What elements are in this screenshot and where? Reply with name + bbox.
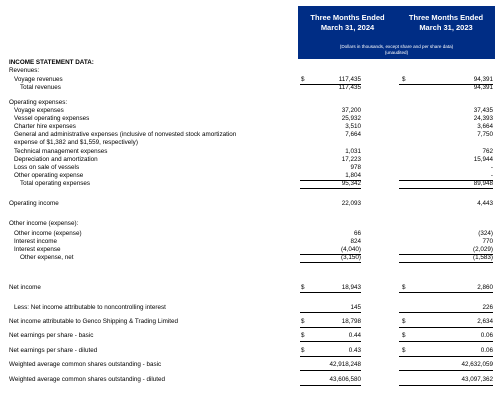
table-row [0, 246, 500, 254]
value-2024: 95,342 [341, 180, 361, 187]
table-row [0, 131, 500, 139]
row-label: Voyage revenues [14, 76, 63, 83]
currency-symbol: $ [301, 318, 305, 325]
table-row [0, 376, 500, 384]
value-2023: 42,632,059 [461, 361, 493, 368]
value-2023: (1,583) [473, 254, 493, 261]
table-row [0, 123, 500, 131]
currency-symbol: $ [402, 318, 406, 325]
value-2024: 18,798 [341, 318, 361, 325]
table-row [0, 361, 500, 369]
table-row [0, 115, 500, 123]
rule [300, 327, 361, 328]
rule [300, 370, 361, 371]
value-2023: 37,435 [473, 107, 493, 114]
table-row [0, 284, 500, 292]
operating-expenses-header-row [0, 99, 500, 107]
rule [399, 262, 493, 263]
value-2024: 18,943 [341, 284, 361, 291]
value-2024: 978 [350, 164, 361, 171]
row-label: Net earnings per share - basic [9, 332, 94, 339]
units-note-line2: (unaudited) [384, 49, 409, 55]
value-2023: 226 [482, 304, 493, 311]
value-2023: 94,391 [473, 76, 493, 83]
other-income-header-row [0, 220, 500, 228]
value-2023: (324) [478, 230, 493, 237]
row-label: Interest expense [14, 246, 61, 253]
units-note [298, 43, 495, 59]
value-2024: 1,031 [345, 148, 361, 155]
column-header-2024 [298, 6, 397, 48]
column-header-2024-line2: March 31, 2024 [320, 22, 375, 32]
table-row [0, 200, 500, 208]
row-label: Weighted average common shares outstanding - diluted [9, 376, 165, 383]
table-row [0, 172, 500, 180]
revenues-header-row [0, 67, 500, 75]
rule [399, 341, 493, 342]
value-2023: 4,443 [477, 200, 493, 207]
value-2024: 0.44 [348, 332, 361, 339]
value-2023: 0.06 [480, 332, 493, 339]
table-row [0, 332, 500, 340]
value-2023: - [490, 172, 493, 179]
row-label: Other income (expense) [14, 230, 82, 237]
column-header-2023-line1: Three Months Ended [408, 13, 484, 22]
value-2023: 24,393 [473, 115, 493, 122]
row-label: Operating income [9, 200, 59, 207]
value-2024: 3,510 [345, 123, 361, 130]
rule [300, 356, 361, 357]
operating-expenses-header: Operating expenses: [9, 99, 68, 106]
value-2023: 89,948 [473, 180, 493, 187]
rule [300, 341, 361, 342]
value-2024: (4,040) [341, 246, 361, 253]
rule [399, 327, 493, 328]
column-header-2024-line1: Three Months Ended [310, 13, 385, 22]
row-label: Total revenues [20, 84, 61, 91]
value-2024: 22,093 [341, 200, 361, 207]
row-label: Charter hire expenses [14, 123, 76, 130]
value-2023: 15,944 [473, 156, 493, 163]
section-title-row [0, 59, 500, 67]
table-row [0, 107, 500, 115]
table-row [0, 139, 500, 147]
column-header-2023-line2: March 31, 2023 [419, 22, 473, 32]
row-label: Voyage expenses [14, 107, 64, 114]
currency-symbol: $ [301, 76, 305, 83]
section-title: INCOME STATEMENT DATA: [9, 59, 94, 66]
value-2023: - [490, 164, 493, 171]
table-row [0, 304, 500, 312]
table-row [0, 156, 500, 164]
table-row [0, 230, 500, 238]
rule [300, 188, 361, 189]
revenues-header: Revenues: [9, 67, 40, 74]
value-2023: 0.06 [480, 347, 493, 354]
row-label: Net income attributable to Genco Shipping & Trading Limited [9, 318, 179, 325]
value-2023: 7,750 [477, 131, 493, 138]
row-label: Other expense, net [20, 254, 74, 261]
value-2024: 43,606,580 [329, 376, 361, 383]
rule [399, 370, 493, 371]
value-2024: 66 [353, 230, 361, 237]
table-row [0, 238, 500, 246]
value-2024: 824 [350, 238, 361, 245]
row-label: Net income [9, 284, 41, 291]
units-note-line1: (Dollars in thousands, except share and per share data) [339, 44, 454, 49]
value-2023: 2,634 [477, 318, 493, 325]
rule [300, 262, 361, 263]
value-2023: (2,029) [473, 246, 493, 253]
table-row [0, 347, 500, 355]
row-label: Technical management expenses [14, 148, 108, 155]
currency-symbol: $ [402, 332, 406, 339]
rule [399, 385, 493, 386]
value-2024: 145 [350, 304, 361, 311]
currency-symbol: $ [402, 347, 406, 354]
currency-symbol: $ [301, 347, 305, 354]
rule [399, 188, 493, 189]
table-row [0, 180, 500, 188]
rule [399, 292, 493, 293]
rule [300, 312, 361, 313]
table-row [0, 254, 500, 262]
row-label: Interest income [14, 238, 58, 245]
rule [300, 385, 361, 386]
rule [399, 356, 493, 357]
value-2023: 762 [482, 148, 493, 155]
other-income-header: Other income (expense): [9, 220, 79, 227]
currency-symbol: $ [301, 332, 305, 339]
value-2023: 3,664 [477, 123, 493, 130]
column-header-2023 [397, 6, 495, 48]
row-label: Weighted average common shares outstanding - basic [9, 361, 162, 368]
value-2024: 42,918,248 [329, 361, 361, 368]
currency-symbol: $ [301, 284, 305, 291]
row-label: Vessel operating expenses [14, 115, 90, 122]
currency-symbol: $ [402, 76, 406, 83]
row-label: General and administrative expenses (inclusive of nonvested stock amortization [14, 131, 237, 138]
value-2023: 2,860 [477, 284, 493, 291]
row-label: Depreciation and amortization [14, 156, 98, 163]
row-label: Other operating expense [14, 172, 84, 179]
value-2023: 770 [482, 238, 493, 245]
value-2024: 17,223 [341, 156, 361, 163]
value-2024: 7,664 [345, 131, 361, 138]
table-row [0, 318, 500, 326]
value-2024: 0.43 [348, 347, 361, 354]
currency-symbol: $ [402, 284, 406, 291]
rule [399, 312, 493, 313]
table-row [0, 76, 500, 84]
value-2024: 117,435 [338, 84, 361, 91]
row-label: Net earnings per share - diluted [9, 347, 98, 354]
value-2023: 43,097,362 [461, 376, 493, 383]
row-label: Loss on sale of vessels [14, 164, 80, 171]
row-label: Less: Net income attributable to noncontrolling interest [14, 304, 166, 311]
table-row [0, 164, 500, 172]
table-row [0, 84, 500, 92]
value-2024: (3,150) [341, 254, 361, 261]
value-2024: 37,200 [341, 107, 361, 114]
value-2024: 117,435 [338, 76, 361, 83]
value-2024: 1,804 [345, 172, 361, 179]
rule [300, 292, 361, 293]
row-label: Total operating expenses [20, 180, 91, 187]
value-2024: 25,932 [341, 115, 361, 122]
table-row [0, 148, 500, 156]
row-label-continued: expense of $1,382 and $1,559, respectively) [14, 139, 138, 146]
value-2023: 94,391 [473, 84, 493, 91]
